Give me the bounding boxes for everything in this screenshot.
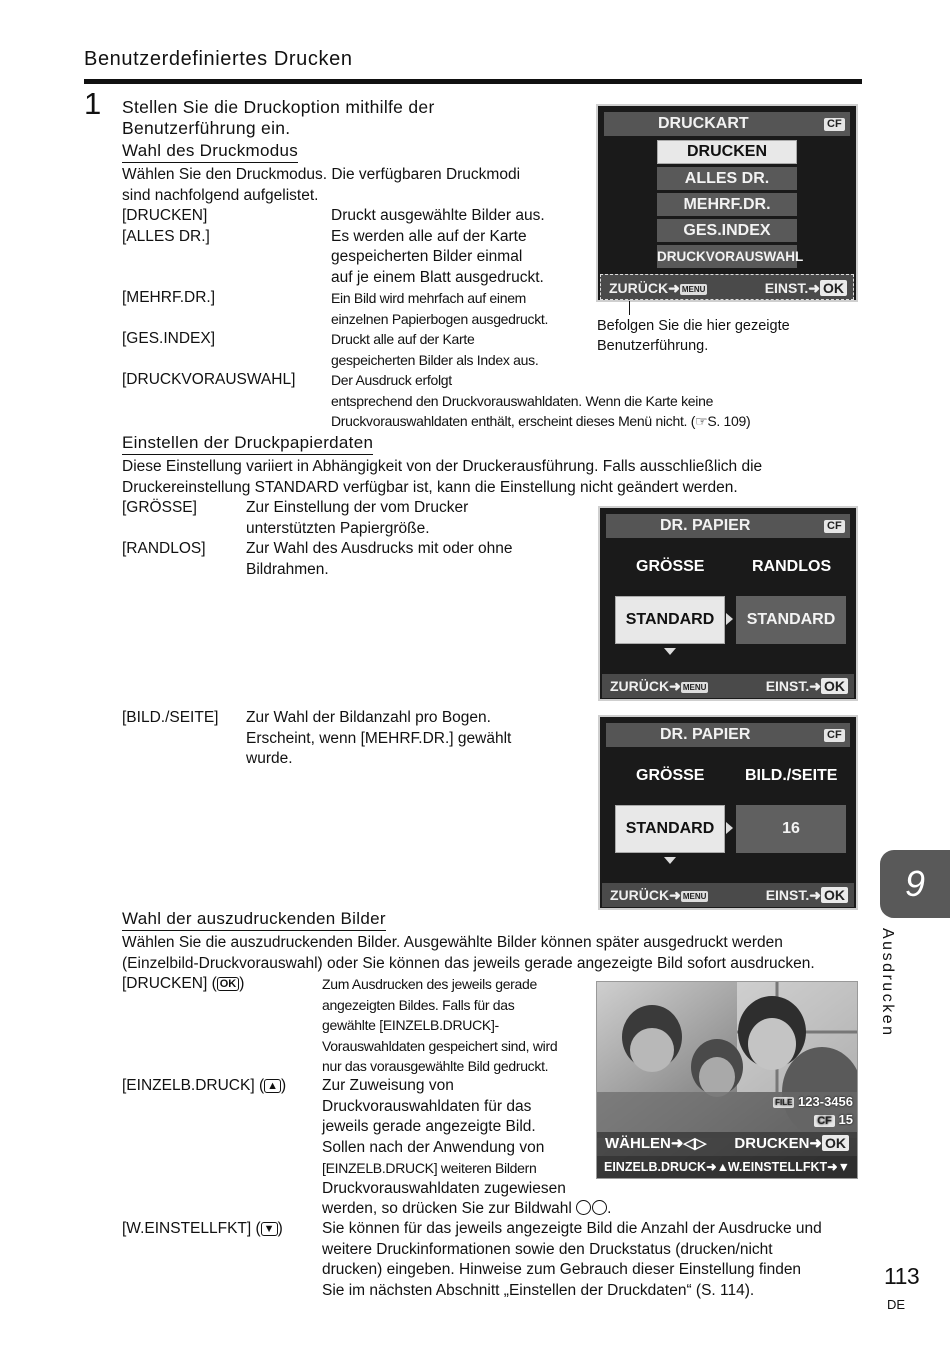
option-alles[interactable]: ALLES DR.: [657, 167, 797, 190]
col-groesse: GRÖSSE: [636, 767, 705, 784]
single-print-hint: EINZELB.DRUCK➜▲: [604, 1160, 729, 1174]
col-randlos: RANDLOS: [752, 558, 832, 575]
down-arrow-icon: [664, 857, 676, 864]
screen-footer: [600, 274, 854, 300]
paper-screen-bildseite: [598, 715, 858, 910]
screen-footer: ZURÜCK➜ MENU EINST.➜ OK: [602, 674, 854, 698]
print-hint: DRUCKEN➜ OK: [734, 1132, 849, 1156]
value-randlos[interactable]: STANDARD: [736, 596, 846, 644]
option-drucken[interactable]: DRUCKEN: [657, 140, 797, 164]
screen-title: DR. PAPIER: [606, 723, 850, 747]
value-groesse[interactable]: STANDARD: [615, 805, 725, 853]
select-intro: Wählen Sie die auszudruckenden Bilder. Ausgewählte Bilder können später ausgedruckt werden (Einzelbild-Druckvorauswahl) oder Sie können das jeweils gerade angezeigte Bild sofort ausdrucken.: [122, 934, 815, 972]
paper-intro: Diese Einstellung variiert in Abhängigkeit von der Druckerausführung. Falls ausschließlich die Druckereinstellung STANDARD verfügbar ist, kann die Einstellung nicht geändert werden.: [122, 458, 763, 496]
mode-intro: Wählen Sie den Druckmodus. Die verfügbaren Druckmodi sind nachfolgend aufgelistet.: [122, 166, 521, 204]
playback-screen: [596, 981, 858, 1179]
chapter-tab: 9: [880, 850, 950, 918]
frame-count: CF 15: [814, 1112, 853, 1128]
section-heading-mode: Wahl des Druckmodus: [122, 141, 298, 163]
screen-footer: ZURÜCK➜ MENU EINST.➜ OK: [602, 883, 854, 907]
ok-icon: OK: [217, 977, 240, 991]
card-badge: CF: [824, 118, 845, 131]
page-number: 113: [884, 1263, 920, 1289]
title-rule: [84, 79, 862, 84]
mode-list: [DRUCKEN] Druckt ausgewählte Bilder aus. [ALLES DR.] Es werden alle auf der Karte gespeicherten Bilder einmal auf je einem Blatt ausgedruckt. [MEHRF.DR.] Ein Bild wird mehrfach auf einem einzelnen Papierbogen ausgedruckt. [GES.INDEX] Druckt alle auf der Karte gespeicherten Bilder als Index aus. [DRUCKVORAUSWAHL] Der Ausdruck erfolgt entsprechend den Druckvorauswahldaten. Wenn die Karte keine Druckvorauswahldaten enthält, erscheint dieses Menü nicht. (☞S. 109): [122, 207, 751, 429]
option-vorauswahl[interactable]: DRUCKVORAUSWAHL: [657, 245, 797, 268]
select-list: [DRUCKEN] ( OK ) Zum Ausdrucken des jeweils gerade angezeigten Bildes. Falls für das gewählte [EINZELB.DRUCK]- Vorauswahldaten gespeichert sind, wird nur das vorausgewählte Bild gedruckt. [EINZELB.DRUCK] ( ▲ ) Zur Zuweisung von Druckvorauswahldaten für das jeweils gerade angezeigte Bild. Sollen nach der Anwendung von [EINZELB.DRUCK] weiteren Bildern Druckvorauswahldaten zugewiesen werden, so drücken Sie zur Bildwahl . [W.EINSTELLFKT] ( ▼ ) Sie können für das jeweils angezeigte Bild die Anzahl der Ausdrucke und weitere Druckinformationen sowie den Druckstatus (drucken/nicht drucken) eingeben. Hinweise zum Gebrauch dieser Einstellung finden Sie im nächsten Abschnitt „Einstellen der Druckdaten“ (S. 114).: [122, 975, 822, 1299]
druckart-caption: Befolgen Sie die hier gezeigte Benutzerführung.: [597, 318, 790, 354]
section-heading-select: Wahl der auszudruckenden Bilder: [122, 909, 386, 931]
paper-screen-randlos: [598, 506, 858, 701]
value-groesse[interactable]: STANDARD: [615, 596, 725, 644]
col-bildseite: BILD./SEITE: [745, 767, 838, 784]
card-badge: CF: [824, 520, 845, 533]
down-arrow-icon: [664, 648, 676, 655]
up-key-icon: ▲: [264, 1079, 281, 1093]
set-label: EINST.➜ OK: [765, 275, 847, 301]
druckart-screen: [596, 104, 858, 302]
nav-row-2: [597, 1156, 857, 1178]
step-number: 1: [84, 86, 102, 121]
paper-list-top: [GRÖSSE] Zur Einstellung der vom Drucker unterstützten Papiergröße. [RANDLOS] Zur Wahl des Ausdrucks mit oder ohne Bildrahmen.: [122, 499, 513, 578]
dial-icon: [576, 1200, 591, 1215]
col-groesse: GRÖSSE: [636, 558, 705, 575]
screen-title: DRUCKART: [604, 112, 850, 136]
page-title: Benutzerdefiniertes Drucken: [84, 48, 353, 70]
paper-list-bottom: [BILD./SEITE] Zur Wahl der Bildanzahl pro Bogen. Erscheint, wenn [MEHRF.DR.] gewählt wurde.: [122, 709, 512, 767]
dial-icon-2: [592, 1200, 607, 1215]
caption-pointer: [629, 301, 630, 315]
card-badge: CF: [824, 729, 845, 742]
nav-row-1: [597, 1132, 857, 1156]
file-number: FILE 123-3456: [775, 1094, 853, 1109]
value-bildseite[interactable]: 16: [736, 805, 846, 853]
screen-title: DR. PAPIER: [606, 514, 850, 538]
section-heading-paper: Einstellen der Druckpapierdaten: [122, 433, 373, 455]
back-label: ZURÜCK➜ MENU: [609, 280, 706, 296]
right-arrow-icon: [726, 822, 733, 834]
down-key-icon: ▼: [261, 1222, 278, 1236]
step-text: Stellen Sie die Druckoption mithilfe der Benutzerführung ein.: [122, 97, 435, 138]
chapter-label: Ausdrucken: [879, 928, 896, 1038]
page-language: DE: [887, 1297, 906, 1312]
option-mehrf[interactable]: MEHRF.DR.: [657, 193, 797, 216]
option-index[interactable]: GES.INDEX: [657, 219, 797, 242]
select-hint: WÄHLEN➜◁▷: [605, 1135, 707, 1152]
settings-hint: W.EINSTELLFKT➜▼: [727, 1160, 850, 1174]
right-arrow-icon: [726, 613, 733, 625]
